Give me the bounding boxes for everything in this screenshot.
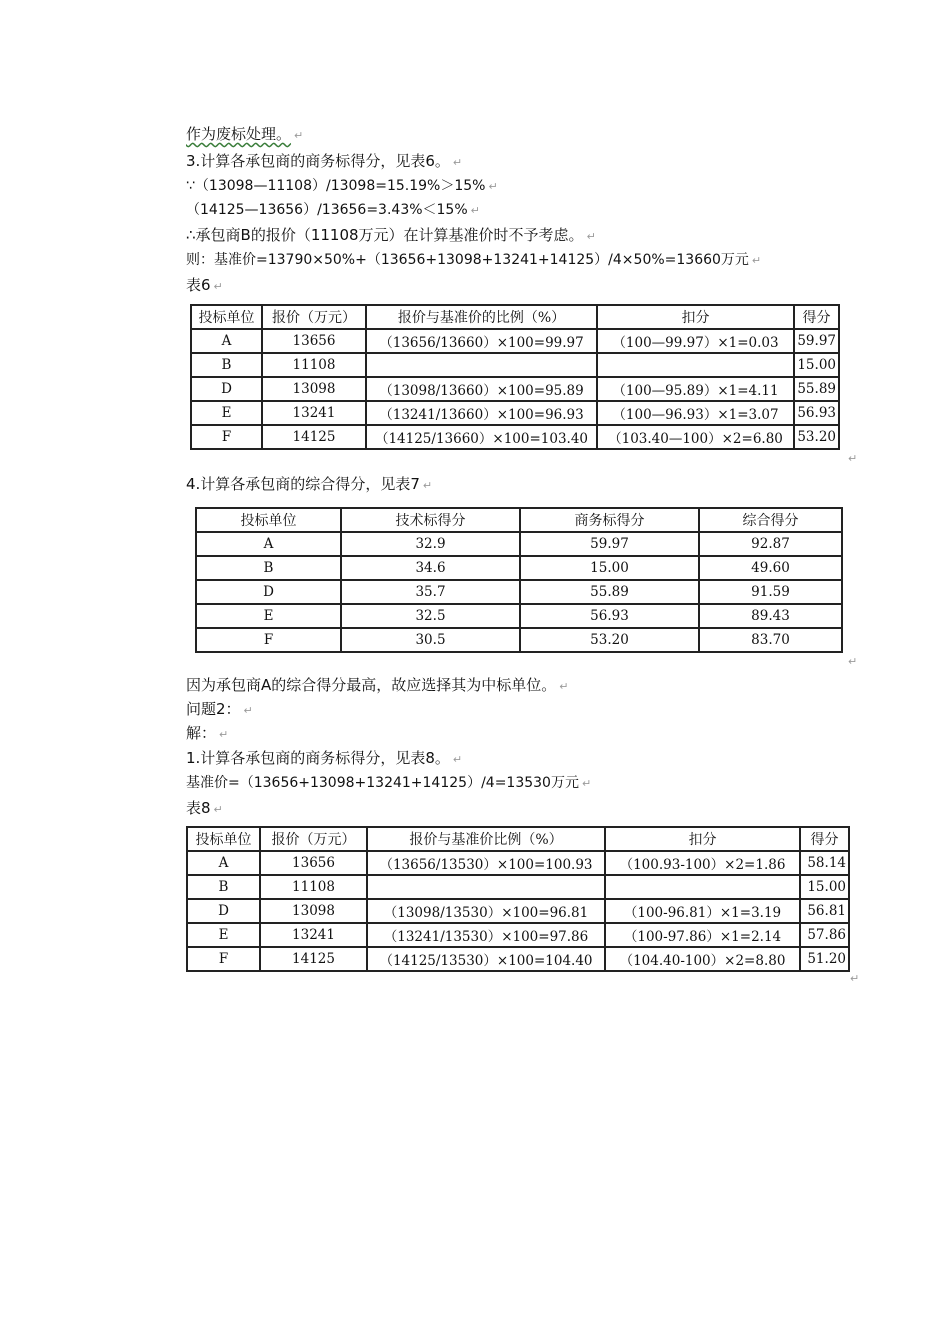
line-3-text: ∵（13098—11108）/13098=15.19%＞15% xyxy=(186,178,486,194)
line-8-text: 4.计算各承包商的综合得分，见表7 xyxy=(186,475,420,493)
table-cell: 92.87 xyxy=(699,532,842,556)
paragraph-mark: ↵ xyxy=(470,204,480,217)
table-cell: 14125 xyxy=(262,425,366,449)
table-6-body xyxy=(191,329,839,449)
text-line-8 xyxy=(186,474,432,496)
table-row xyxy=(187,851,849,875)
table-cell: 15.00 xyxy=(794,353,839,377)
table-cell: B xyxy=(196,556,341,580)
table-row xyxy=(196,532,842,556)
line-5-text: ∴承包商B的报价（11108万元）在计算基准价时不予考虑。 xyxy=(186,226,584,244)
table-cell: F xyxy=(196,628,341,652)
table-cell: （100—95.89）×1=4.11 xyxy=(597,377,794,401)
table-cell: A xyxy=(196,532,341,556)
table-cell: 35.7 xyxy=(341,580,520,604)
table-row xyxy=(191,353,839,377)
table-row xyxy=(187,947,849,971)
table-row xyxy=(191,329,839,353)
paragraph-mark: ↵ xyxy=(586,230,596,243)
table6-caption-text: 表6 xyxy=(186,276,211,294)
table-cell: （100—96.93）×1=3.07 xyxy=(597,401,794,425)
text-line-10 xyxy=(186,699,253,721)
table-cell: （100-97.86）×1=2.14 xyxy=(605,923,800,947)
table8-header-cell: 报价（万元） xyxy=(260,827,367,851)
line-11-text: 解： xyxy=(186,724,217,742)
table-8-body xyxy=(187,851,849,971)
paragraph-mark: ↵ xyxy=(294,129,304,142)
table-cell: 49.60 xyxy=(699,556,842,580)
paragraph-mark: ↵ xyxy=(422,479,433,492)
table7-header-cell: 商务标得分 xyxy=(520,508,699,532)
line-1-text: 作为废标处理。 xyxy=(186,125,292,143)
table-cell: A xyxy=(191,329,262,353)
paragraph-mark: ↵ xyxy=(848,655,858,668)
table6-header-cell: 投标单位 xyxy=(191,305,262,329)
table-row xyxy=(191,401,839,425)
table-cell: 51.20 xyxy=(800,947,849,971)
table-cell: 59.97 xyxy=(794,329,839,353)
table-cell xyxy=(367,875,605,899)
table-cell: 55.89 xyxy=(794,377,839,401)
paragraph-mark: ↵ xyxy=(213,803,223,816)
table-cell: （13656/13660）×100=99.97 xyxy=(366,329,597,353)
table-7-header-row xyxy=(196,508,842,532)
table8-header-cell: 报价与基准价比例（%） xyxy=(367,827,605,851)
table-cell: （14125/13660）×100=103.40 xyxy=(366,425,597,449)
paragraph-mark: ↵ xyxy=(488,180,498,193)
table-cell: 13241 xyxy=(262,401,366,425)
table-6 xyxy=(190,304,840,450)
text-line-2 xyxy=(186,151,462,173)
text-line-9 xyxy=(186,675,568,697)
text-line-5 xyxy=(186,225,596,247)
table-cell: 57.86 xyxy=(800,923,849,947)
table-cell: （13241/13660）×100=96.93 xyxy=(366,401,597,425)
paragraph-mark: ↵ xyxy=(751,254,762,267)
table-cell: E xyxy=(187,923,260,947)
paragraph-mark: ↵ xyxy=(581,777,592,790)
line-2-text: 3.计算各承包商的商务标得分，见表6。 xyxy=(186,152,450,170)
table-cell xyxy=(605,875,800,899)
text-line-4 xyxy=(186,200,480,221)
table-row xyxy=(191,377,839,401)
table-cell: 13656 xyxy=(260,851,367,875)
table-cell: （14125/13530）×100=104.40 xyxy=(367,947,605,971)
text-line-11 xyxy=(186,723,228,745)
table7-header-cell: 投标单位 xyxy=(196,508,341,532)
paragraph-mark: ↵ xyxy=(848,452,858,465)
table6-header-cell: 报价与基准价的比例（%） xyxy=(366,305,597,329)
table-cell: 89.43 xyxy=(699,604,842,628)
table-row xyxy=(196,556,842,580)
table-cell: 53.20 xyxy=(794,425,839,449)
table-cell: 32.5 xyxy=(341,604,520,628)
table6-header-cell: 报价（万元） xyxy=(262,305,366,329)
table-cell: （100.93-100）×2=1.86 xyxy=(605,851,800,875)
table-cell: 15.00 xyxy=(800,875,849,899)
line-6-text: 则：基准价=13790×50%+（13656+13098+13241+14125）/4×50%=13660万元 xyxy=(186,252,749,268)
table-8 xyxy=(186,826,850,972)
table-cell: 13241 xyxy=(260,923,367,947)
table-row xyxy=(196,628,842,652)
table-cell: （100—99.97）×1=0.03 xyxy=(597,329,794,353)
table-row xyxy=(187,899,849,923)
table-6-header-row xyxy=(191,305,839,329)
table-cell: D xyxy=(187,899,260,923)
table-cell: B xyxy=(191,353,262,377)
table-cell: 32.9 xyxy=(341,532,520,556)
table6-header-cell: 扣分 xyxy=(597,305,794,329)
table-7 xyxy=(195,507,843,653)
table-cell: 14125 xyxy=(260,947,367,971)
table-cell: A xyxy=(187,851,260,875)
table-cell: 11108 xyxy=(262,353,366,377)
line-10-text: 问题2： xyxy=(186,700,241,718)
table-cell: 56.93 xyxy=(520,604,699,628)
table-row xyxy=(191,425,839,449)
text-line-1 xyxy=(186,124,303,146)
paragraph-mark: ↵ xyxy=(452,753,463,766)
text-line-3 xyxy=(186,176,498,197)
paragraph-mark: ↵ xyxy=(219,728,229,741)
table-cell: 30.5 xyxy=(341,628,520,652)
table7-header-cell: 综合得分 xyxy=(699,508,842,532)
table8-header-cell: 得分 xyxy=(800,827,849,851)
line-9-text: 因为承包商A的综合得分最高，故应选择其为中标单位。 xyxy=(186,676,557,694)
table-row xyxy=(187,923,849,947)
table7-header-cell: 技术标得分 xyxy=(341,508,520,532)
table-cell: （103.40—100）×2=6.80 xyxy=(597,425,794,449)
text-line-6 xyxy=(186,250,761,271)
table-cell: （13098/13660）×100=95.89 xyxy=(366,377,597,401)
table-cell: （100-96.81）×1=3.19 xyxy=(605,899,800,923)
line-13-text: 基准价=（13656+13098+13241+14125）/4=13530万元 xyxy=(186,775,579,791)
line-12-text: 1.计算各承包商的商务标得分，见表8。 xyxy=(186,749,450,767)
table-cell: B xyxy=(187,875,260,899)
table-cell: 13098 xyxy=(262,377,366,401)
paragraph-mark: ↵ xyxy=(243,704,253,717)
table-row xyxy=(187,875,849,899)
table-cell: E xyxy=(196,604,341,628)
line-4-text: （14125—13656）/13656=3.43%＜15% xyxy=(186,202,468,218)
table-cell: 53.20 xyxy=(520,628,699,652)
table-cell: 15.00 xyxy=(520,556,699,580)
table-cell: F xyxy=(191,425,262,449)
text-line-12 xyxy=(186,748,462,770)
table-cell xyxy=(366,353,597,377)
table-cell: （104.40-100）×2=8.80 xyxy=(605,947,800,971)
paragraph-mark: ↵ xyxy=(850,972,860,985)
table-cell: 83.70 xyxy=(699,628,842,652)
table-cell: F xyxy=(187,947,260,971)
table-row xyxy=(196,580,842,604)
table-cell xyxy=(597,353,794,377)
table-cell: 58.14 xyxy=(800,851,849,875)
table8-caption-text: 表8 xyxy=(186,799,211,817)
table6-header-cell: 得分 xyxy=(794,305,839,329)
table8-header-cell: 投标单位 xyxy=(187,827,260,851)
table-8-header-row xyxy=(187,827,849,851)
table8-caption xyxy=(186,798,223,820)
table-cell: 13098 xyxy=(260,899,367,923)
table-cell: D xyxy=(196,580,341,604)
table6-caption xyxy=(186,275,223,297)
table-cell: 91.59 xyxy=(699,580,842,604)
table-cell: D xyxy=(191,377,262,401)
table8-header-cell: 扣分 xyxy=(605,827,800,851)
table-row xyxy=(196,604,842,628)
table-cell: E xyxy=(191,401,262,425)
table-cell: 11108 xyxy=(260,875,367,899)
table-cell: （13656/13530）×100=100.93 xyxy=(367,851,605,875)
table-cell: 55.89 xyxy=(520,580,699,604)
table-cell: 34.6 xyxy=(341,556,520,580)
paragraph-mark: ↵ xyxy=(213,280,223,293)
table-cell: （13098/13530）×100=96.81 xyxy=(367,899,605,923)
table-cell: 56.93 xyxy=(794,401,839,425)
table-7-body xyxy=(196,532,842,652)
table-cell: （13241/13530）×100=97.86 xyxy=(367,923,605,947)
table-cell: 56.81 xyxy=(800,899,849,923)
paragraph-mark: ↵ xyxy=(452,156,463,169)
table-cell: 59.97 xyxy=(520,532,699,556)
table-cell: 13656 xyxy=(262,329,366,353)
paragraph-mark: ↵ xyxy=(559,680,569,693)
text-line-13 xyxy=(186,773,591,794)
